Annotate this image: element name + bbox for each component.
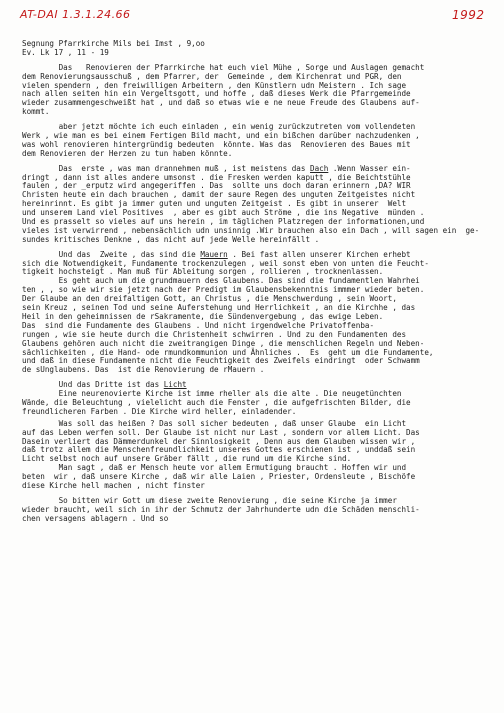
text-line: Glaubens gehören auch nicht die zweitrangigen Dinge , die menschlichen Regeln und Neben- bbox=[22, 338, 425, 348]
text-line: Es geht auch um die grundmauern des Glaubens. Das sind die fundamentlen Wahrhei bbox=[22, 276, 420, 286]
text-line: Das sind die Fundamente des Glaubens . Und nicht irgendwelche Privatoffenba- bbox=[22, 320, 375, 330]
text-line: hereinrinnt. Es gibt ja immer guten und unguten Zeitgeist . Es gibt in unserer Welt bbox=[22, 199, 407, 209]
text-line: dem Renovierungsausschuß , dem Pfarrer, der Gemeinde , dem Kirchenrat und PGR, den bbox=[22, 71, 402, 81]
text-line: diese Kirche hell machen , nicht finster bbox=[22, 480, 205, 490]
paragraph-light bbox=[22, 381, 500, 417]
text-line: vielen spendern , den freiwilligen Arbeitern , den Künstlern udn Meistern . Ich sage bbox=[22, 80, 407, 90]
text-line: vieles ist verwirrend , nebensächlich udn unsinnig .Wir brauchen also ein Dach , will sagen ein ge- bbox=[22, 225, 480, 235]
text-line: Dasein verliert das Dämmerdunkel der Sinnlosigkeit , Denn aus dem Glauben wissen wir , bbox=[22, 436, 416, 446]
text-line: und daß in diese Fundamente nicht die Feuchtigkeit des Zweifels eindringt oder Schwamm bbox=[22, 356, 420, 366]
text-line: Licht selbst noch auf unsere Gräber fällt , die rund um die Kirche sind. bbox=[22, 454, 352, 464]
text-line: beten wir , daß unsere Kirche , daß wir alle Laien , Priester, Ordensleute , Bischöfe bbox=[22, 472, 416, 482]
sermon-text bbox=[22, 40, 500, 524]
text-line: kommt. bbox=[22, 107, 50, 117]
text-line: was wohl renovieren hintergründig bedeuten könnte. Was das Renovieren des Baues mit bbox=[22, 139, 411, 149]
text-line: sundes kritisches Denkne , das nicht auf jede Welle hereinfällt . bbox=[22, 234, 320, 244]
text-line: sein Kreuz , seinen Tod und seine Auferstehung und Herrlichkeit , an die Kirchhe , das bbox=[22, 303, 416, 313]
text-line: Man sagt , daß er Mensch heute vor allem Ermutigung braucht . Hoffen wir und bbox=[22, 463, 407, 473]
text-line: dem Renovieren der Herzen zu tun haben könnte. bbox=[22, 148, 233, 158]
text-line: nach allen seiten hin ein Vergeltsgott, und hoffe , daß dieses Werk die Pfarrgemeinde bbox=[22, 89, 411, 99]
text-line: So bitten wir Gott um diese zweite Renovierung , die seine Kirche ja immer bbox=[22, 495, 397, 505]
text-line: Und es prasselt so vieles auf uns herein , im täglichen Platzregen der informationen,und bbox=[22, 217, 425, 227]
text-line: Heil in den geheimnissen de rSakramente, die Sündenvergebung , das ewige Leben. bbox=[22, 311, 384, 321]
text-line: ten , , so wie wir sie jetzt nach der Predigt im Glaubensbekenntnis immmer wieder beten. bbox=[22, 285, 425, 295]
text-line: sächlichkeiten , die Hand- ode rmundkommunion und Ähnliches . Es geht um die Fundamente, bbox=[22, 347, 434, 357]
text-line: Christen heute ein dach brauchen , damit der saure Regen des unguten Zeitgeistes nicht bbox=[22, 190, 416, 200]
underlined-keyword: Licht bbox=[163, 380, 187, 390]
paragraph-closing bbox=[22, 497, 500, 524]
text-line: Und das Dritte ist das Licht bbox=[22, 380, 187, 390]
text-line: wieder braucht, weil sich in ihr der Schmutz der Jahrhunderte udn die Schäden menschli- bbox=[22, 504, 420, 514]
paragraph-roof bbox=[22, 165, 500, 245]
header-line-gospel: Ev. Lk 17 , 11 - 19 bbox=[22, 47, 109, 57]
text-line: freundlicheren Farben . Die Kirche wird heller, einladender. bbox=[22, 406, 297, 416]
text-line: chen versagens ablagern . Und so bbox=[22, 513, 169, 523]
text-line: Was soll das heißen ? Das soll sicher bedeuten , daß unser Glaube ein Licht bbox=[22, 418, 407, 428]
text-line: Werk , wie man es bei einem Fertigen Bild macht, und ein bißchen darüber nachzudenken , bbox=[22, 131, 420, 141]
text-line: dringt , dann ist alles andere umsonst . die Fresken werden kaputt , die Beichtstühle bbox=[22, 172, 411, 182]
paragraph-invitation bbox=[22, 123, 500, 159]
text-line: daß trotz allem die Menschenfreundlichkeit unseres Gottes erschienen ist , unddaß sein bbox=[22, 445, 416, 455]
text-line: wieder zusammengeschweißt hat , und daß so etwas wie e ne neue Freude des Glaubens auf- bbox=[22, 98, 420, 108]
text-line: auf das Leben werfen soll. Der Glaube ist nicht nur Last , sondern vor allem Licht. Das bbox=[22, 427, 420, 437]
text-line: rungen , wie sie heute durch die Christenheit schwirren . Und zu den Fundamenten des bbox=[22, 329, 407, 339]
archive-reference-handwritten: AT-DAI 1.3.1.24.66 bbox=[20, 8, 131, 21]
text-line: Wände, die Beleuchtung , vielelicht auch die Fenster , die aufgefrischten Bilder, die bbox=[22, 397, 411, 407]
text-line: faulen , der _erputz wird angegeriffen . Das sollte uns doch daran erinnern ,DA? WIR bbox=[22, 181, 411, 191]
year-handwritten: 1992 bbox=[452, 8, 485, 22]
paragraph-walls bbox=[22, 251, 500, 375]
text-line: Der Glaube an den dreifaltigen Gott, an Christus , die Menschwerdung , sein Woort, bbox=[22, 294, 397, 304]
text-line: sich die Notwendigkeit, Fundamente trockenzulegen , weil sonst eben von unten die Feucht- bbox=[22, 258, 429, 268]
paragraph-intro bbox=[22, 64, 500, 117]
text-line: tigkeit hochsteigt . Man muß für Ableitung sorgen , rollieren , trocknenlassen. bbox=[22, 267, 384, 277]
underlined-keyword: Mauern bbox=[200, 249, 228, 259]
text-line: Das Renovieren der Pfarrkirche hat euch viel Mühe , Sorge und Auslagen gemacht bbox=[22, 62, 425, 72]
text-line: de sUnglaubens. Das ist die Renovierung de rMauern . bbox=[22, 365, 265, 375]
paragraph-meaning-of-light bbox=[22, 420, 500, 491]
text-line: und unserem Land viel Positives , aber es gibt auch Ströme , die ins Negative münden . bbox=[22, 208, 425, 218]
text-line: Eine neurenovierte Kirche ist imme rheller als die alte . Die neugetünchten bbox=[22, 389, 402, 399]
header-line-title: Segnung Pfarrkirche Mils bei Imst , 9,oo bbox=[22, 39, 205, 48]
underlined-keyword: Dach bbox=[310, 163, 329, 173]
text-line: Das erste , was man drannehmen muß , ist meistens das Dach .Wenn Wasser ein- bbox=[22, 163, 411, 173]
text-line: Und das Zweite , das sind die Mauern . Bei fast allen unserer Kirchen erhebt bbox=[22, 249, 411, 259]
text-line: aber jetzt möchte ich euch einladen , ein wenig zurückzutreten vom vollendeten bbox=[22, 122, 416, 132]
